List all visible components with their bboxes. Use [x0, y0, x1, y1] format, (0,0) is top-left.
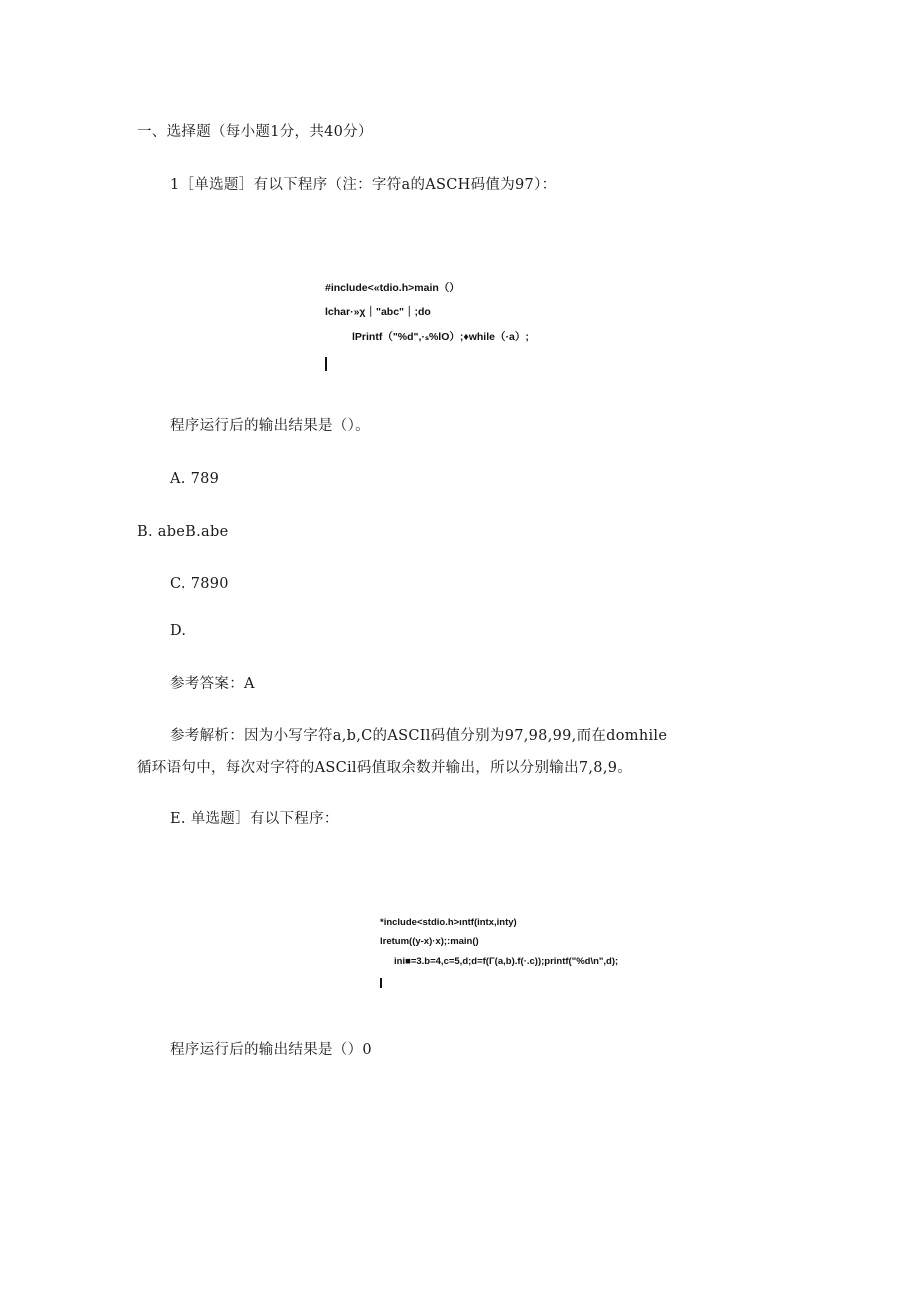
code-line: ini■=3.b=4,c=5,d;d=f(Γ(a,b).f(·.c));printf("%d\n",d); — [394, 956, 619, 967]
option-b: B. abeB.abe — [137, 524, 229, 540]
code-closing-brace-mark — [380, 978, 382, 988]
reference-analysis-line-2: 循环语句中，每次对字符的ASCil码值取余数并输出，所以分别输出7,8,9。 — [137, 760, 633, 776]
option-c: C. 7890 — [170, 576, 229, 592]
question-1-stem: 1［单选题］有以下程序（注：字符a的ASCH码值为97）： — [170, 177, 557, 193]
code-line: *include<stdio.h>ıntf(intx,inty) — [380, 917, 517, 928]
question-2-stem: E. 单选题］有以下程序： — [170, 811, 339, 827]
option-d: D. — [170, 623, 187, 639]
code-closing-brace-mark — [325, 357, 327, 371]
question-1-prompt: 程序运行后的输出结果是（）。 — [170, 418, 370, 434]
code-line: #include<«tdio.h>main（） — [325, 282, 460, 294]
reference-analysis-line-1: 参考解析：因为小写字符a,b,C的ASCIl码值分别为97,98,99,而在domhile — [170, 728, 668, 744]
option-a: A. 789 — [170, 471, 220, 487]
code-line: lretum((y-x)·x);:main() — [380, 936, 479, 947]
reference-answer: 参考答案：A — [170, 676, 255, 692]
code-line: lPrintf（"%d",·ₛ%lO）;♦while（·a）; — [352, 331, 529, 343]
section-title: 一、选择题（每小题1分，共40分） — [137, 124, 373, 140]
question-2-prompt: 程序运行后的输出结果是（）0 — [170, 1042, 372, 1058]
code-line: lchar·»χ｜"abc"｜;do — [325, 306, 431, 318]
